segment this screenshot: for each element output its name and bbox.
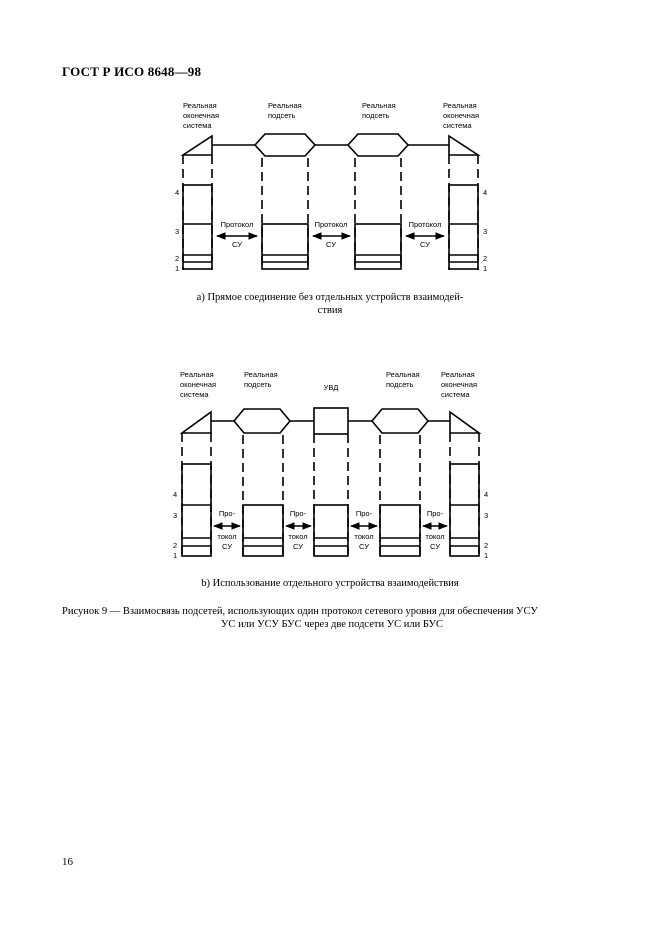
end-system-left-triangle — [183, 136, 212, 155]
label-b-end-left-2: оконечная — [180, 380, 217, 389]
protocol-a3: Протокол — [408, 220, 442, 229]
layer-2-right-b: 2 — [484, 541, 489, 550]
label-b-subnet1-2: подсеть — [244, 380, 272, 389]
protocol-b4-part1: Про- — [426, 509, 444, 518]
figure-caption-line1: Рисунок 9 — Взаимосвязь подсетей, использующих один протокол сетевого уровня для обеспечения УСУ — [62, 606, 538, 617]
label-b-end-right-2: оконечная — [441, 380, 478, 389]
protocol-b4-part2: токол — [425, 532, 445, 541]
label-b-end-left-3: система — [180, 390, 209, 399]
protocol-a1-su: СУ — [232, 240, 242, 249]
protocol-b2-su: СУ — [293, 542, 303, 551]
label-end-system-left-3: система — [183, 121, 212, 130]
layer-2-left-a: 2 — [175, 254, 180, 263]
layer-3-right-b: 3 — [484, 511, 489, 520]
b-iwu-box — [314, 408, 348, 434]
label-end-system-right-1: Реальная — [443, 101, 477, 110]
label-subnet1-2: подсеть — [268, 111, 296, 120]
layer-1-right-a: 1 — [483, 264, 488, 273]
protocol-a3-su: СУ — [420, 240, 430, 249]
label-b-subnet2-1: Реальная — [386, 370, 420, 379]
label-b-end-right-1: Реальная — [441, 370, 475, 379]
protocol-b3-part2: токол — [354, 532, 374, 541]
label-end-system-right-2: оконечная — [443, 111, 480, 120]
caption-a-line2: ствия — [317, 305, 343, 316]
subnet2-hexagon — [348, 134, 408, 156]
layer-1-right-b: 1 — [484, 551, 489, 560]
protocol-a2: Протокол — [314, 220, 348, 229]
protocol-b2-part2: токол — [288, 532, 308, 541]
label-end-system-left-1: Реальная — [183, 101, 217, 110]
document-header: ГОСТ Р ИСО 8648—98 — [62, 64, 202, 79]
label-subnet1-1: Реальная — [268, 101, 302, 110]
label-b-subnet1-1: Реальная — [244, 370, 278, 379]
caption-b: b) Использование отдельного устройства взаимодействия — [201, 578, 459, 589]
protocol-b3-su: СУ — [359, 542, 369, 551]
label-b-subnet2-2: подсеть — [386, 380, 414, 389]
b-subnet1-hexagon — [234, 409, 290, 433]
b-end-system-right-triangle — [450, 412, 479, 433]
layer-4-right-a: 4 — [483, 188, 488, 197]
caption-a-line1: а) Прямое соединение без отдельных устройств взаимодей- — [196, 292, 464, 303]
protocol-b1-su: СУ — [222, 542, 232, 551]
protocol-b4-su: СУ — [430, 542, 440, 551]
label-b-iwu: УВД — [323, 383, 339, 392]
figure-caption — [62, 605, 602, 631]
layer-3-left-a: 3 — [175, 227, 180, 236]
layer-4-right-b: 4 — [484, 490, 489, 499]
end-system-right-triangle — [449, 136, 478, 155]
figure-caption-line2: УС или УСУ БУС через две подсети УС или БУС — [221, 619, 443, 630]
label-subnet2-1: Реальная — [362, 101, 396, 110]
protocol-a1: Протокол — [220, 220, 254, 229]
label-end-system-left-2: оконечная — [183, 111, 220, 120]
protocol-b2-part1: Про- — [289, 509, 307, 518]
label-end-system-right-3: система — [443, 121, 472, 130]
layer-4-left-b: 4 — [173, 490, 178, 499]
protocol-b1-part1: Про- — [218, 509, 236, 518]
protocol-a2-su: СУ — [326, 240, 336, 249]
layer-4-left-a: 4 — [175, 188, 180, 197]
b-subnet2-hexagon — [372, 409, 428, 433]
layer-1-left-b: 1 — [173, 551, 178, 560]
b-end-system-left-triangle — [182, 412, 211, 433]
layer-2-left-b: 2 — [173, 541, 178, 550]
layer-3-left-b: 3 — [173, 511, 178, 520]
label-b-end-left-1: Реальная — [180, 370, 214, 379]
protocol-b3-part1: Про- — [355, 509, 373, 518]
diagram-a — [175, 101, 487, 273]
subnet1-hexagon — [255, 134, 315, 156]
label-subnet2-2: подсеть — [362, 111, 390, 120]
diagram-b — [173, 370, 488, 560]
layer-3-right-a: 3 — [483, 227, 488, 236]
layer-1-left-a: 1 — [175, 264, 180, 273]
label-b-end-right-3: система — [441, 390, 470, 399]
layer-2-right-a: 2 — [483, 254, 488, 263]
protocol-b1-part2: токол — [217, 532, 237, 541]
page-number: 16 — [62, 856, 73, 868]
